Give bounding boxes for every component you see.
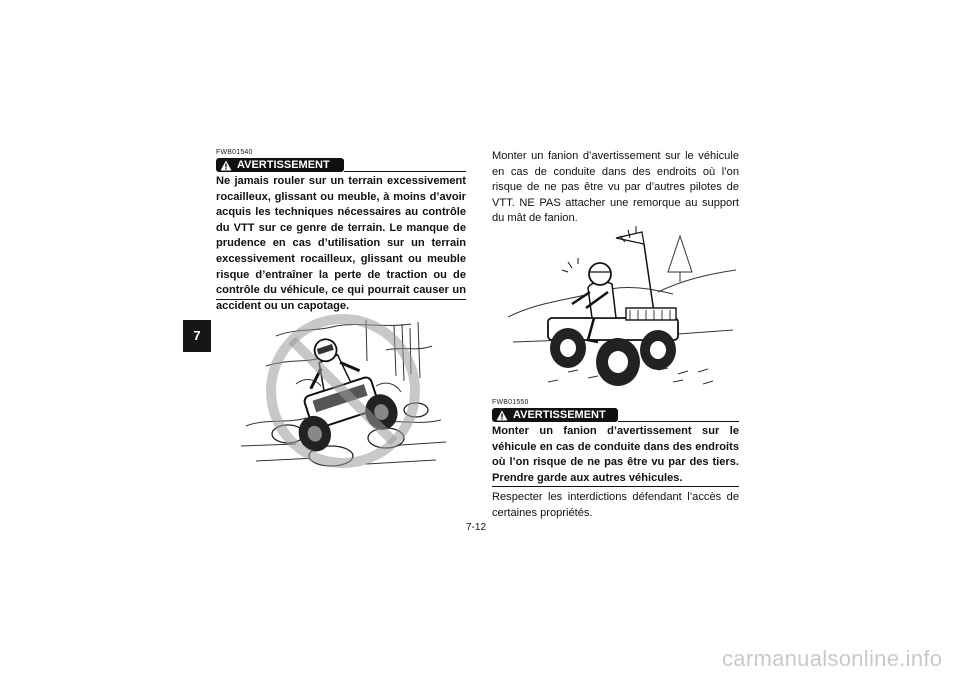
right-warning-badge-label: AVERTISSEMENT: [513, 409, 606, 421]
left-warning-code: FWB01540: [216, 149, 253, 156]
warning-triangle-icon: [220, 160, 232, 171]
right-intro-text: Monter un fanion d’avertissement sur le véhicule en cas de conduite dans des endroits où l’on risque de ne pas être vu par d’autres pilotes de VTT. NE PAS attacher une remorque au support du mât de fanion.: [492, 150, 739, 225]
right-warning-text: Monter un fanion d’avertissement sur le véhicule en cas de conduite dans des endroits où l’on risque de ne pas être vu par des tiers. Prendre garde aux autres véhicules.: [492, 425, 739, 484]
left-warning-text: Ne jamais rouler sur un terrain excessivement rocailleux, glissant ou meuble, à moins d’avoir acquis les techniques nécessaires au contrôle du VTT sur ce genre de terrain. Le manque de prudence en cas d’utilisation sur un terrain excessivement rocailleux, glissant ou meuble risque d’entraîner la perte de traction ou de contrôle du véhicule, ce qui pourrait causer un accident ou un capotage.: [216, 175, 466, 312]
rocky-terrain-prohibited-illustration: [236, 306, 450, 476]
left-warning-bottom-rule: [216, 299, 466, 300]
chapter-tab: 7: [183, 320, 211, 352]
left-warning-badge-label: AVERTISSEMENT: [237, 159, 330, 171]
right-warning-bottom-rule: [492, 486, 739, 487]
right-outro-text: Respecter les interdictions défendant l’accès de certaines propriétés.: [492, 491, 739, 519]
watermark: carmanualsonline.info: [722, 646, 943, 671]
right-warning-code: FWB01550: [492, 399, 529, 406]
right-warning-top-rule: [618, 421, 739, 422]
left-warning-top-rule: [344, 171, 466, 172]
right-warning-badge: [492, 408, 618, 422]
atv-warning-flag-illustration: [508, 222, 736, 394]
page-number: 7-12: [466, 522, 487, 533]
warning-triangle-icon: [496, 410, 508, 421]
left-warning-badge: [216, 158, 344, 172]
